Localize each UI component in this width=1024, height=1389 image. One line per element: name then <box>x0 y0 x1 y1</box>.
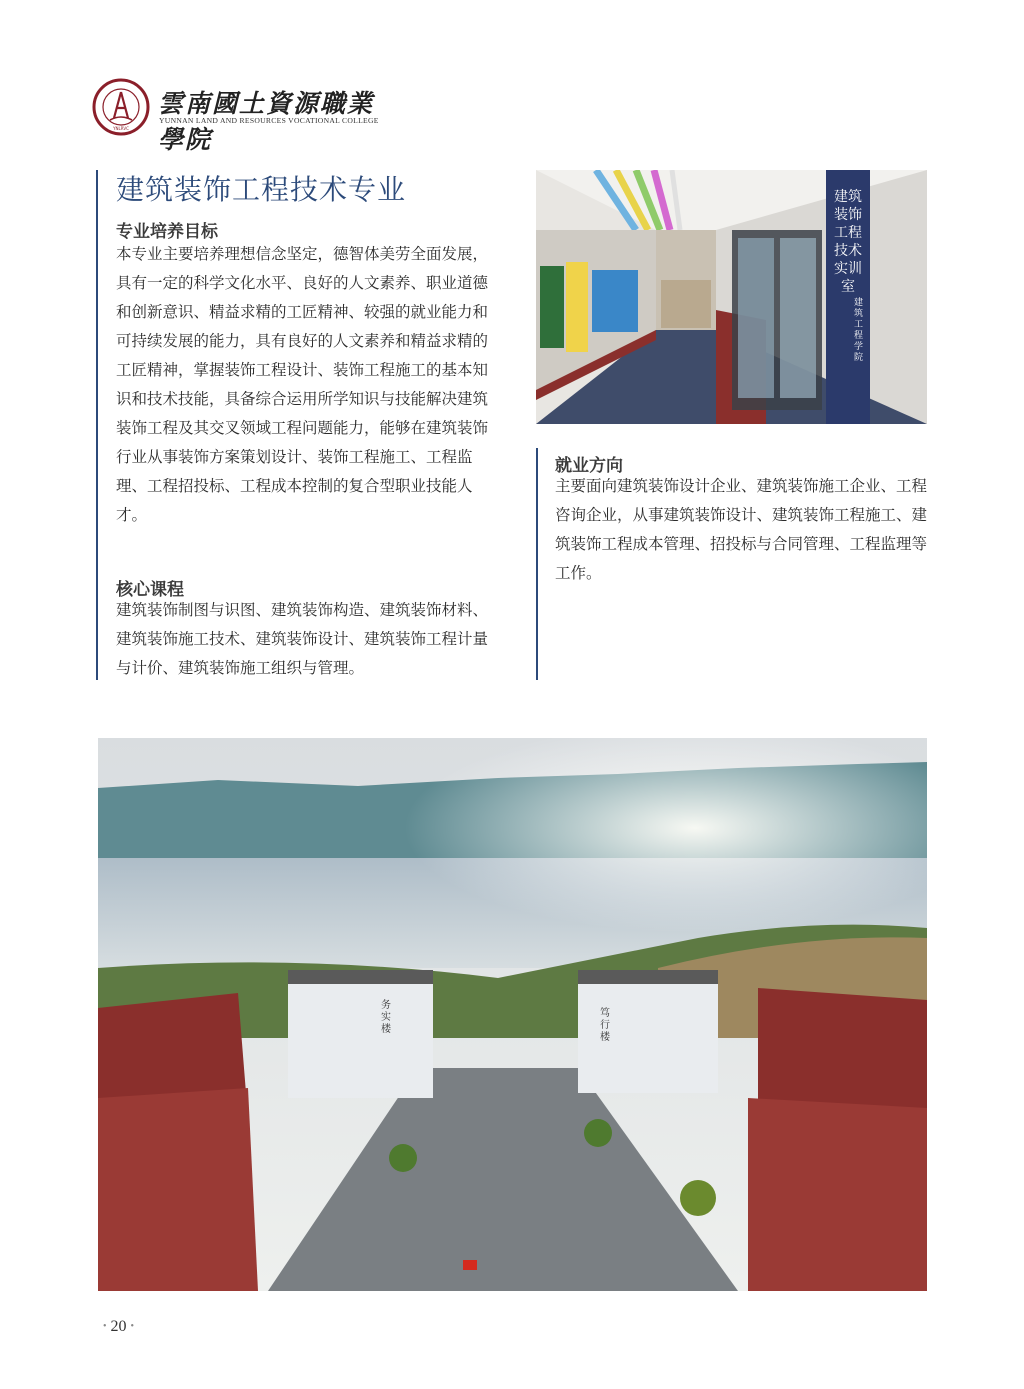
seal-initials: YNLRVC <box>113 126 129 131</box>
employment-text: 主要面向建筑装饰设计企业、建筑装饰施工企业、工程咨询企业，从事建筑装饰设计、建筑装饰工程施工、建筑装饰工程成本管理、招投标与合同管理、工程监理等工作。 <box>555 477 928 582</box>
training-goal-heading: 专业培养目标 <box>116 222 218 242</box>
training-room-sign: 建筑装饰工程技术实训室 <box>834 189 862 295</box>
campus-aerial-photo <box>98 738 927 1291</box>
building-sign-left: 务实楼 <box>381 1000 391 1035</box>
page-number <box>103 1318 134 1336</box>
middle-accent-rule <box>536 448 538 680</box>
training-goal-text: 本专业主要培养理想信念坚定，德智体美劳全面发展，具有一定的科学文化水平、良好的人文素养、职业道德和创新意识、精益求精的工匠精神、较强的就业能力和可持续发展的能力，具有良好的人文素养和精益求精的工匠精神，掌握装饰工程设计、装饰工程施工的基本知识和技术技能，具备综合运用所学知识与技能解决建筑装饰工程及其交叉领域工程问题能力，能够在建筑装饰行业从事装饰方案策划设计、装饰工程施工、工程监理、工程招投标、工程成本控制的复合型职业技能人才。 <box>116 245 489 524</box>
page-number-dot-left: • <box>103 1321 107 1332</box>
college-name-cn: 雲南國土資源職業學院 <box>158 89 375 154</box>
core-courses-text: 建筑装饰制图与识图、建筑装饰构造、建筑装饰材料、建筑装饰施工技术、建筑装饰设计、建筑装饰工程计量与计价、建筑装饰施工组织与管理。 <box>116 601 489 677</box>
page-title: 建筑装饰工程技术专业 <box>116 173 407 206</box>
training-room-corridor-photo <box>536 170 927 424</box>
training-room-sign-sub: 建筑工程学院 <box>854 298 864 363</box>
building-sign-right: 笃行楼 <box>600 1008 610 1043</box>
college-name-en: YUNNAN LAND AND RESOURCES VOCATIONAL COLLEGE <box>159 116 379 125</box>
left-accent-rule <box>96 170 98 680</box>
page-number-dot-right: • <box>130 1321 135 1332</box>
page-header <box>92 78 392 154</box>
page-number-value: 20 <box>110 1318 127 1335</box>
college-seal-icon <box>92 78 150 136</box>
employment-heading: 就业方向 <box>555 456 623 476</box>
core-courses-heading: 核心课程 <box>116 580 184 600</box>
